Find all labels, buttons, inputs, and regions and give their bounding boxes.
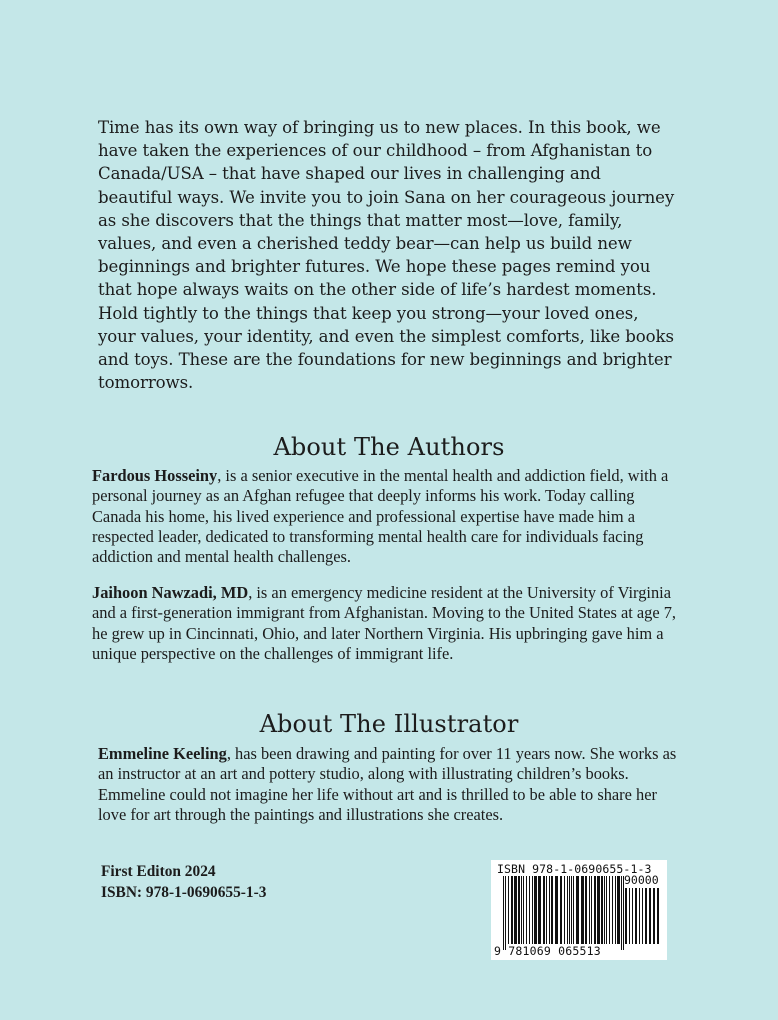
illustrator-name: Emmeline Keeling: [98, 744, 227, 763]
edition-line: First Editon 2024: [101, 863, 216, 880]
barcode-bar: [514, 876, 517, 944]
barcode-bar: [589, 876, 590, 944]
author-bio-text: , is a senior executive in the mental health and addiction field, with a personal journey as an Afghan refugee that deeply informs his work. Today calling Canada his home, his lived experience and professional expertise have made him a respected leader, dedicated to transforming mental health care for individuals facing addiction and mental health challenges.: [92, 466, 669, 567]
barcode-bar: [597, 876, 600, 944]
barcode-bar: [649, 888, 651, 944]
barcode-bar: [538, 876, 541, 944]
barcode-bar: [591, 876, 592, 944]
barcode-bar: [576, 876, 579, 944]
illustrator-bio-text: , has been drawing and painting for over 11 years now. She works as an instructor at an art and pottery studio, along with illustrating children’s books. Emmeline could not imagine her life without art and is thrilled to be able to share her love for art through the paintings and illustrations she creates.: [98, 744, 677, 824]
author-bio-hosseiny: [92, 466, 682, 567]
about-authors-heading: About The Authors: [273, 433, 505, 461]
barcode-bar: [551, 876, 553, 944]
barcode-bar: [625, 888, 627, 944]
barcode-bar: [639, 888, 640, 944]
barcode-bar: [585, 876, 587, 944]
barcode-bar: [653, 888, 655, 944]
barcode-bar: [546, 876, 547, 944]
barcode-bar: [532, 876, 533, 944]
barcode-bar: [505, 876, 506, 950]
barcode-bar: [606, 876, 607, 944]
cover-blurb: Time has its own way of bringing us to new places. In this book, we have taken the experiences of our childhood – from Afghanistan to Canada/USA – that have shaped our lives in challenging and beautiful ways. We invite you to join Sana on her courageous journey as she discovers that the things that matter most—love, family, values, and even a cherished teddy bear—can help us build new beginnings and brighter futures. We hope these pages remind you that hope always waits on the other side of life’s hardest moments. Hold tightly to the things that keep you strong—your loved ones, your values, your identity, and even the simplest comforts, like books and toys. These are the foundations for new beginnings and brighter tomorrows.: [98, 118, 675, 393]
illustrator-bio: [98, 744, 683, 825]
barcode-bar: [534, 876, 537, 944]
author-bio-nawzadi: [92, 583, 682, 664]
barcode-addon-number: 90000: [624, 873, 659, 887]
barcode-bar: [511, 876, 513, 944]
barcode-ean-digits: 9 781069 065513: [494, 944, 601, 958]
barcode-bar: [635, 888, 637, 944]
barcode-bar: [612, 876, 613, 944]
barcode-bar: [657, 888, 659, 944]
barcode-bar: [529, 876, 530, 944]
barcode-bar: [573, 876, 574, 944]
barcode-bar: [526, 876, 527, 944]
barcode-bar: [549, 876, 550, 944]
barcode-bar: [571, 876, 572, 944]
barcode-bar: [508, 876, 509, 944]
barcode-bar: [601, 876, 603, 944]
edition-info: [101, 861, 266, 903]
barcode-bar: [567, 876, 568, 944]
barcode-bar: [617, 876, 620, 944]
barcode-bar: [632, 888, 633, 944]
barcode: [491, 860, 667, 960]
barcode-bar: [523, 876, 524, 944]
barcode-bar: [621, 876, 622, 950]
barcode-bar: [642, 888, 643, 944]
author-bio-text: , is an emergency medicine resident at the University of Virginia and a first-generation immigrant from Afghanistan. Moving to the United States at age 7, he grew up in Cincinnati, Ohio, and later Northern Virginia. His upbringing gave him a unique perspective on the challenges of immigrant life.: [92, 583, 677, 663]
barcode-bar: [564, 876, 565, 944]
barcode-bar: [629, 888, 630, 944]
barcode-bar: [604, 876, 605, 944]
barcode-bar: [569, 876, 570, 944]
barcode-bar: [555, 876, 558, 944]
isbn-line: ISBN: 978-1-0690655-1-3: [101, 884, 267, 902]
barcode-bar: [518, 876, 520, 944]
barcode-bar: [594, 876, 596, 944]
barcode-bar: [609, 876, 610, 944]
barcode-bar: [521, 876, 522, 944]
barcode-bar: [543, 876, 545, 944]
barcode-bar: [503, 876, 504, 950]
barcode-bar: [615, 876, 616, 944]
author-name: Fardous Hosseiny: [92, 466, 218, 485]
barcode-isbn-label: ISBN 978-1-0690655-1-3: [497, 862, 652, 876]
author-name: Jaihoon Nawzadi, MD: [92, 583, 249, 602]
about-illustrator-heading: About The Illustrator: [259, 710, 519, 738]
barcode-bar: [645, 888, 647, 944]
barcode-bar: [623, 876, 624, 950]
barcode-bar: [581, 876, 584, 944]
barcode-bar: [560, 876, 562, 944]
